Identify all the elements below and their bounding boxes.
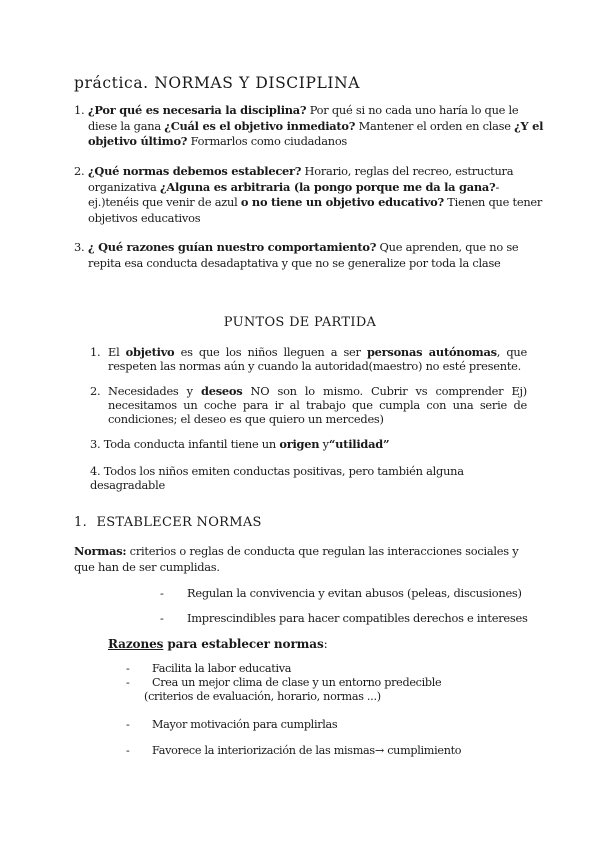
question-item: [74, 164, 544, 226]
question-number: 2.: [74, 164, 85, 178]
point-text: El: [108, 345, 126, 359]
question-bold: ¿Y el objetivo último?: [88, 118, 544, 148]
razon-text: Facilita la labor educativa: [152, 662, 292, 675]
question-bold: ¿ Qué razones guían nuestro comportamiento?: [88, 240, 377, 254]
point-number: 1.: [90, 345, 101, 359]
section-heading: PUNTOS DE PARTIDA: [223, 315, 377, 330]
definition-label: Normas:: [74, 544, 127, 558]
dash-marker: -: [160, 586, 164, 600]
razones-colon: :: [323, 637, 328, 651]
question-text: Mantener el orden en clase: [355, 118, 515, 133]
razon-item: [126, 676, 526, 704]
point-number: 2.: [90, 384, 101, 398]
page-title: práctica. NORMAS Y DISCIPLINA: [74, 74, 361, 92]
razon-item: [126, 744, 526, 758]
point-bold: origen: [279, 437, 320, 451]
point-text: NO son lo mismo. Cubrir vs comprender Ej) necesitamos un coche para ir al trabajo que cumpla con una serie de condiciones; el deseo es que quiero un mercedes): [108, 384, 527, 426]
razon-item: [126, 662, 526, 676]
point-item: [90, 437, 530, 451]
point-text: y: [319, 437, 329, 451]
razon-text: Mayor motivación para cumplirlas: [152, 718, 338, 731]
section-number: 1.: [74, 515, 88, 530]
question-item: [74, 103, 544, 150]
question-number: 1.: [74, 103, 85, 117]
razon-item: [126, 718, 526, 732]
point-item: [90, 464, 540, 492]
bullet-item: [160, 611, 540, 625]
point-text: , que respeten las normas aún y cuando la autoridad(maestro) no esté presente.: [108, 345, 527, 373]
point-text: Necesidades y: [108, 384, 201, 398]
point-text: Toda conducta infantil tiene un: [103, 437, 280, 451]
question-bold: o no tiene un objetivo educativo?: [240, 195, 444, 209]
definition-text: criterios o reglas de conducta que regulan las interacciones sociales y que han de ser cumplidas.: [74, 544, 519, 574]
question-item: [74, 240, 544, 271]
question-bold: ¿Cuál es el objetivo inmediato?: [164, 118, 356, 133]
razon-text: Crea un mejor clima de clase y un entorno predecible (criterios de evaluación, horario, normas ...): [144, 676, 442, 703]
bullet-item: [160, 586, 540, 600]
question-bold: ¿Qué normas debemos establecer?: [88, 164, 302, 178]
question-text: Que aprenden, que no se repita esa conducta desadaptativa y que no se generalize por toda la clase: [88, 240, 519, 270]
dash-marker: -: [126, 676, 130, 689]
point-number: 4.: [90, 464, 101, 478]
question-number: 3.: [74, 240, 85, 254]
point-text: Todos los niños emiten conductas positivas, pero también alguna desagradable: [90, 464, 464, 492]
section-heading-establecer: [74, 515, 262, 530]
question-text: -ej.)tenéis que venir de azul: [88, 179, 500, 209]
point-bold: “utilidad”: [328, 437, 390, 451]
dash-marker: -: [126, 718, 130, 731]
question-text: Por qué si no cada uno haría lo que le diese la gana: [88, 103, 519, 133]
dash-marker: -: [160, 611, 164, 625]
point-item: [90, 384, 527, 426]
dash-marker: -: [126, 662, 130, 675]
bullet-text: Regulan la convivencia y evitan abusos (peleas, discusiones): [187, 586, 522, 600]
question-bold: ¿Alguna es arbitraria (la pongo porque me da la gana?: [159, 179, 496, 194]
point-bold: personas autónomas: [366, 345, 497, 359]
question-text: Horario, reglas del recreo, estructura organizativa: [88, 164, 514, 194]
definition-paragraph: [74, 543, 534, 575]
point-bold: objetivo: [125, 345, 175, 359]
razones-underlined: Razones: [108, 637, 164, 651]
razones-heading: [108, 637, 328, 651]
question-text: Formarlos como ciudadanos: [187, 134, 348, 148]
razon-text: Favorece la interiorización de las mismas→ cumplimiento: [152, 744, 462, 757]
question-bold: ¿Por qué es necesaria la disciplina?: [88, 103, 307, 117]
question-text: Tienen que tener objetivos educativos: [88, 195, 543, 225]
section-title: ESTABLECER NORMAS: [96, 515, 262, 530]
bullet-text: Imprescindibles para hacer compatibles derechos e intereses: [187, 611, 528, 625]
dash-marker: -: [126, 744, 130, 757]
point-item: [90, 345, 527, 373]
razones-rest: para establecer normas: [163, 637, 324, 651]
point-number: 3.: [90, 437, 101, 451]
point-text: es que los niños lleguen a ser: [174, 345, 367, 359]
point-bold: deseos: [201, 384, 243, 398]
